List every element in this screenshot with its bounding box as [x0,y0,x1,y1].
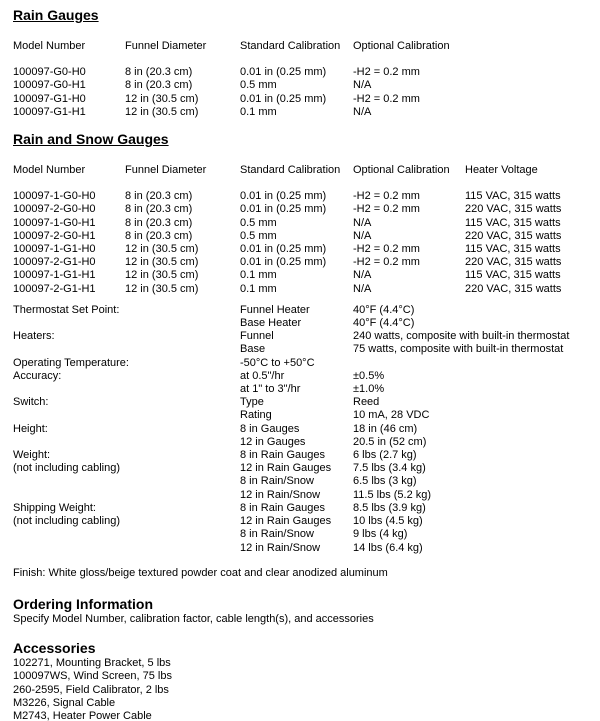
table-cell: 0.1 mm [240,269,277,282]
table-cell: 8 in (20.3 cm) [125,190,193,203]
spec-label: Height: [13,422,48,435]
column-header: Funnel Diameter [125,164,207,177]
table-cell: 12 in (30.5 cm) [125,243,199,256]
spec-label [13,542,240,555]
spec-value: Reed [353,396,380,409]
spec-item: Funnel [240,330,274,343]
accessory-item: 100097WS, Wind Screen, 75 lbs [13,670,172,683]
table-row [13,106,594,119]
spec-item: 12 in Rain/Snow [240,541,321,554]
accessories-heading: Accessories [13,640,96,657]
spec-row [13,423,594,436]
table-cell: 12 in (30.5 cm) [125,105,199,118]
spec-row [13,489,594,502]
column-header: Standard Calibration [240,40,341,52]
rain-gauges-heading: Rain Gauges [13,7,99,23]
table-row [13,190,594,203]
rain-snow-gauges-section [13,131,594,296]
model-number-cell: 100097-1-G1-H1 [13,269,96,282]
spec-value: 20.5 in (52 cm) [353,435,427,448]
rain-gauges-header-row [13,40,594,53]
spec-row [13,515,594,528]
table-cell: 12 in (30.5 cm) [125,256,199,269]
specifications-list [13,304,594,555]
table-cell: 220 VAC, 315 watts [465,203,562,216]
spec-value: 10 lbs (4.5 kg) [353,515,423,528]
spec-value: 18 in (46 cm) [353,422,418,435]
table-cell: 0.01 in (0.25 mm) [240,256,327,269]
table-cell: -H2 = 0.2 mm [353,203,420,216]
table-cell: 115 VAC, 315 watts [465,243,561,256]
spec-label [13,317,240,330]
table-cell: 115 VAC, 315 watts [465,269,561,282]
spec-row [13,317,594,330]
spec-value: ±0.5% [353,369,385,382]
spec-item: Base [240,343,266,356]
table-row [13,79,594,92]
table-cell: 0.01 in (0.25 mm) [240,243,327,256]
spec-label [13,436,240,449]
table-cell: 220 VAC, 315 watts [465,256,562,269]
spec-item: -50°C to +50°C [240,356,315,369]
model-number-cell: 100097-1-G0-H1 [13,216,96,229]
spec-value: 40°F (4.4°C) [353,317,415,330]
model-number-cell: 100097-2-G0-H1 [13,229,96,242]
spec-label: Thermostat Set Point: [13,303,120,316]
table-cell: N/A [353,229,372,242]
table-cell: N/A [353,216,372,229]
spec-label [13,409,240,422]
spec-item: 8 in Rain Gauges [240,501,325,514]
finish-note: Finish: White gloss/beige textured powder coat and clear anodized aluminum [13,566,388,579]
spec-item: 12 in Rain Gauges [240,462,332,475]
accessory-item: M3226, Signal Cable [13,696,116,709]
spec-label [13,528,240,541]
table-row [13,93,594,106]
table-cell: 12 in (30.5 cm) [125,92,199,105]
table-row [13,283,594,296]
table-cell: 0.1 mm [240,105,277,118]
spec-row [13,542,594,555]
table-row [13,269,594,282]
spec-value: 40°F (4.4°C) [353,303,415,316]
ordering-information-section [13,596,594,626]
table-cell: N/A [353,269,372,282]
spec-item: 12 in Rain Gauges [240,515,332,528]
spec-item: 8 in Gauges [240,422,300,435]
spec-label [13,343,240,356]
model-number-cell: 100097-G1-H0 [13,92,86,105]
table-cell: 0.1 mm [240,282,277,295]
spec-value: 11.5 lbs (5.2 kg) [353,488,432,501]
table-cell: 0.01 in (0.25 mm) [240,190,327,203]
accessories-section [13,640,594,721]
spec-value: 9 lbs (4 kg) [353,528,408,541]
spec-label [13,383,240,396]
spec-item: Type [240,396,264,409]
spec-value: 75 watts, composite with built-in thermostat [353,343,564,356]
model-number-cell: 100097-G0-H0 [13,66,86,79]
spec-item: Funnel Heater [240,303,310,316]
table-cell: 0.5 mm [240,79,277,92]
table-row [13,256,594,269]
column-header: Standard Calibration [240,164,341,177]
spec-row [13,330,594,343]
spec-label: Switch: [13,396,49,409]
model-number-cell: 100097-2-G1-H1 [13,282,96,295]
spec-row [13,436,594,449]
spec-item: 8 in Rain Gauges [240,449,325,462]
table-row [13,217,594,230]
table-cell: 220 VAC, 315 watts [465,229,562,242]
column-header: Heater Voltage [465,164,538,177]
table-cell: -H2 = 0.2 mm [353,190,420,203]
table-cell: 220 VAC, 315 watts [465,282,562,295]
spec-row [13,475,594,488]
table-cell: 0.01 in (0.25 mm) [240,203,327,216]
spec-label: Operating Temperature: [13,356,129,369]
rain-snow-gauges-header-row [13,164,594,177]
spec-label: (not including cabling) [13,515,121,528]
table-cell: 8 in (20.3 cm) [125,216,193,229]
table-row [13,230,594,243]
spec-row [13,370,594,383]
table-cell: N/A [353,282,372,295]
column-header: Model Number [13,40,86,52]
table-cell: 12 in (30.5 cm) [125,282,199,295]
spec-item: at 1" to 3"/hr [240,383,301,396]
table-cell: -H2 = 0.2 mm [353,92,420,105]
table-cell: 8 in (20.3 cm) [125,66,193,79]
spec-value: 240 watts, composite with built-in thermostat [353,330,570,343]
spec-value: 8.5 lbs (3.9 kg) [353,501,426,514]
spec-item: 8 in Rain/Snow [240,528,314,541]
table-cell: -H2 = 0.2 mm [353,256,420,269]
spec-row [13,449,594,462]
table-cell: 12 in (30.5 cm) [125,269,199,282]
spec-label: Accuracy: [13,369,62,382]
spec-row [13,409,594,422]
ordering-information-heading: Ordering Information [13,595,153,612]
accessory-item: 260-2595, Field Calibrator, 2 lbs [13,683,169,696]
spec-row [13,502,594,515]
table-cell: 115 VAC, 315 watts [465,216,561,229]
spec-value [353,357,594,370]
spec-value: ±1.0% [353,383,385,396]
column-header: Model Number [13,164,86,177]
spec-label: (not including cabling) [13,462,121,475]
model-number-cell: 100097-G1-H1 [13,105,86,118]
accessory-item: 102271, Mounting Bracket, 5 lbs [13,657,171,670]
spec-label: Shipping Weight: [13,501,96,514]
ordering-information-text: Specify Model Number, calibration factor, cable length(s), and accessories [13,612,374,625]
table-cell: 8 in (20.3 cm) [125,203,193,216]
table-row [13,66,594,79]
spec-label: Weight: [13,449,51,462]
spec-row [13,383,594,396]
model-number-cell: 100097-1-G1-H0 [13,243,96,256]
spec-row [13,528,594,541]
spec-value: 6.5 lbs (3 kg) [353,475,417,488]
table-cell: -H2 = 0.2 mm [353,66,420,79]
model-number-cell: 100097-2-G1-H0 [13,256,96,269]
accessory-item: M2743, Heater Power Cable [13,709,152,721]
table-cell: 8 in (20.3 cm) [125,229,193,242]
table-cell: 0.01 in (0.25 mm) [240,66,327,79]
spec-item: 12 in Rain/Snow [240,488,321,501]
model-number-cell: 100097-G0-H1 [13,79,86,92]
model-number-cell: 100097-1-G0-H0 [13,190,96,203]
spec-item: 12 in Gauges [240,435,306,448]
spec-item: 8 in Rain/Snow [240,475,314,488]
spec-value: 7.5 lbs (3.4 kg) [353,462,426,475]
rain-gauges-section [13,7,594,119]
spec-item: at 0.5"/hr [240,369,285,382]
spec-value: 14 lbs (6.4 kg) [353,541,423,554]
spec-label [13,475,240,488]
table-cell: -H2 = 0.2 mm [353,243,420,256]
spec-row [13,304,594,317]
spec-value: 6 lbs (2.7 kg) [353,449,417,462]
table-cell: 0.5 mm [240,216,277,229]
spec-row [13,396,594,409]
spec-row [13,462,594,475]
spec-item: Rating [240,409,272,422]
spec-row [13,343,594,356]
spec-value: 10 mA, 28 VDC [353,409,430,422]
rain-snow-gauges-heading: Rain and Snow Gauges [13,131,169,148]
table-row [13,243,594,256]
table-cell: 0.5 mm [240,229,277,242]
spec-label: Heaters: [13,330,55,343]
table-row [13,203,594,216]
column-header: Optional Calibration [353,164,450,177]
column-header: Optional Calibration [353,40,450,52]
spec-item: Base Heater [240,317,302,330]
spec-row [13,357,594,370]
table-cell: N/A [353,105,372,118]
table-cell: 8 in (20.3 cm) [125,79,193,92]
table-cell: 0.01 in (0.25 mm) [240,92,327,105]
table-cell: N/A [353,79,372,92]
spec-label [13,489,240,502]
column-header: Funnel Diameter [125,40,207,52]
model-number-cell: 100097-2-G0-H0 [13,203,96,216]
table-cell: 115 VAC, 315 watts [465,190,561,203]
